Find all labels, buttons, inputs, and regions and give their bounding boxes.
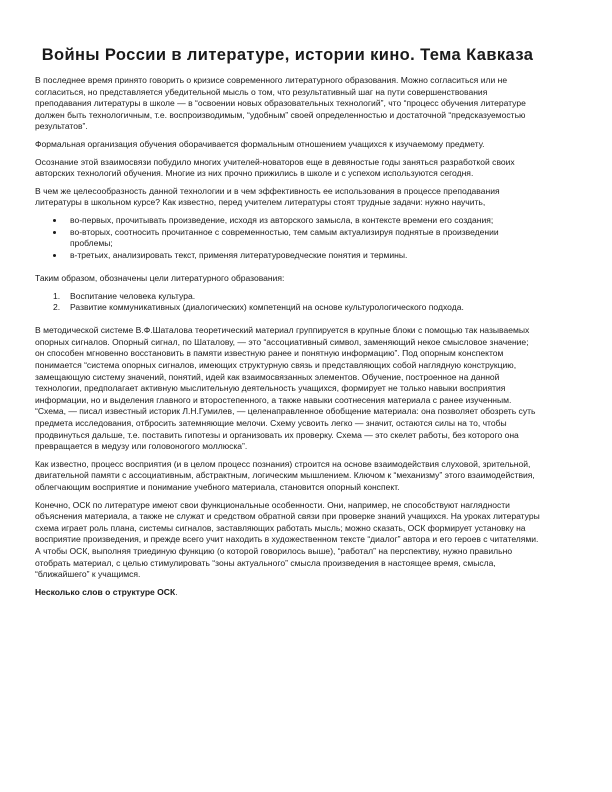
paragraph-goals-intro: Таким образом, обозначены цели литературного образования: [35, 272, 285, 283]
bullet-icon [53, 219, 56, 222]
paragraph-question: В чем же целесообразность данной технологии и в чем эффективность ее использования в процессе преподавания литературы в школьном курсе? Как известно, перед учителем литературы стоят трудные задачи: нужно научить, [35, 185, 500, 208]
subheading-text: Несколько слов о структуре ОСК [35, 586, 176, 597]
paragraph-osk-features: Конечно, ОСК по литературе имеют свои функциональные особенности. Они, например, не способствуют наглядности объяснения материала, а также не служат и средством обратной связи при проверке знаний учащихся. На уроках литературы схема играет роль плана, системы сигналов, заставляющих работать мысль; можно сказать, ОСК формирует установку на восприятие произведения, и прежде всего учит находить в художественном тексте “диалог” автора и его героев с читателями. А чтобы ОСК, выполняя триединую функцию (о которой говорилось выше), “работал” на перспективу, нужно правильно отобрать материал, с целью стимулировать “зоны актуального” смысла произведения в настоящее время, смысла, “ближайшего” к учащимся. [35, 499, 540, 580]
goals-numbered-list [35, 291, 540, 314]
paragraph-innovators: Осознание этой взаимосвязи побудило многих учителей-новаторов еще в девяностые годы заняться разработкой своих авторских технологий обучения. Многие из них прочно прижились в школе и с успехом используются сегодня. [35, 156, 515, 179]
bullet-icon [53, 231, 56, 234]
list-item: 1. Воспитание человека культура. [53, 290, 196, 301]
list-item: 2. Развитие коммуникативных (диалогических) компетенций на основе культурологического подхода. [53, 302, 464, 313]
section-subheading [35, 587, 540, 599]
list-item: во-вторых, соотносить прочитанное с современностью, тем самым актуализируя поднятые в произведении проблемы; [35, 227, 540, 250]
paragraph-perception: Как известно, процесс восприятия (и в целом процесс познания) строится на основе взаимодействия слуховой, зрительной, двигательной памяти с ассоциативным, абстрактным, логическим мышлением. Ключом к “механизму” этого взаимодействия, облегчающим восприятие и понимание учебного материала, становится опорный конспект. [35, 458, 535, 492]
list-item: в-третьих, анализировать текст, применяя литературоведческие понятия и термины. [35, 250, 540, 262]
paragraph-shatalov: В методической системе В.Ф.Шаталова теоретический материал группируется в крупные блоки с помощью так называемых опорных сигналов. Опорный сигнал, по Шаталову, — это “ассоциативный символ, заменяющий некое смысловое значение; он способен мгновенно восстановить в памяти известную ранее и понятную информацию”. Под опорным конспектом понимается “система опорных сигналов, имеющих структурную связь и представляющих собой наглядную конструкцию, замещающую систему значений, понятий, идей как взаимосвязанных элементов. Обучение, построенное на данной технологии, предполагает активную мыслительную деятельность учащихся, формирует не только навыки восприятия информации, но и выделения главного и второстепенного, а также навыки соотнесения материала с ранее изученным. “Схема, — писал известный историк Л.Н.Гумилев, — целенаправленное обобщение материала: она позволяет обозреть суть предмета исследования, отбросить затемняющие мелочи. Схему усвоить легко — значит, остаются силы на то, чтобы продвинуться дальше, т.е. поставить гипотезы и организовать их проверку. Схема — это скелет работы, без которого она превращается в медузу или головоногого моллюска”. [35, 325, 536, 452]
subheading-suffix: . [175, 586, 178, 597]
document-title: Войны России в литературе, истории кино. Тема Кавказа [41, 46, 534, 64]
paragraph-formal-organization: Формальная организация обучения оборачивается формальным отношением учащихся к изучаемому предмету. [35, 138, 485, 149]
bullet-icon [53, 254, 56, 257]
list-item: во-первых, прочитывать произведение, исходя из авторского замысла, в контексте времени его создания; [35, 215, 540, 227]
paragraph-intro: В последнее время принято говорить о кризисе современного литературного образования. Можно согласиться или не согласиться, но представляется убедительной мысль о том, что результативный шаг на пути совершенствования преподавания литературы в школе — в “освоении новых образовательных технологий”, что “процесс обучения литературе должен быть технологичным, т.е. воспроизводимым, “удобным” своей определенностью и достаточной “предсказуемостью результатов”. [35, 75, 526, 132]
tasks-bullet-list [35, 215, 540, 261]
